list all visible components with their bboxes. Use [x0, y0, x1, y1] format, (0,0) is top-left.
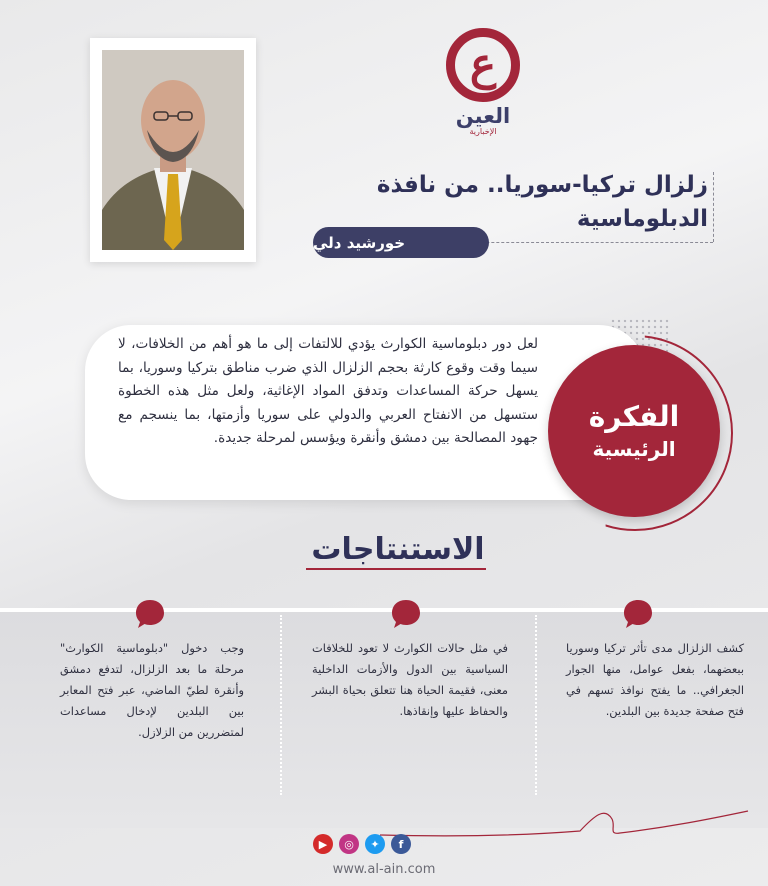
logo-ring — [446, 28, 520, 102]
speech-bubble-icon — [134, 598, 166, 630]
column-separator — [280, 615, 282, 795]
conclusions-underline — [306, 568, 486, 570]
article-title: زلزال تركيا-سوريا.. من نافذة الدبلوماسية — [376, 172, 708, 232]
main-idea-badge — [548, 345, 720, 517]
speech-bubble-icon — [390, 598, 422, 630]
decorative-scribble — [380, 805, 750, 845]
title-rule-vertical — [713, 172, 714, 242]
author-photo — [102, 50, 244, 250]
conclusion-item: كشف الزلزال مدى تأثر تركيا وسوريا ببعضهما، بفعل عوامل، منها الجوار الجغرافي.. ما يفتح نوافذ تسهم في فتح صفحة جديدة بين البلدين. — [566, 641, 744, 718]
logo-subtitle: الإخبارية — [469, 127, 497, 136]
facebook-icon[interactable]: f — [391, 834, 411, 854]
twitter-icon[interactable]: ✦ — [365, 834, 385, 854]
social-links — [313, 834, 411, 854]
website-link[interactable]: www.al-ain.com — [332, 862, 436, 877]
column-separator — [535, 615, 537, 795]
speech-bubble-icon — [622, 598, 654, 630]
author-name: خورشيد دلي — [313, 227, 489, 258]
logo-glyph: ع — [469, 39, 497, 90]
main-idea-text: لعل دور دبلوماسية الكوارث يؤدي للالتفات إلى ما هو أهم من الخلافات، لا سيما وقت وقوع كارثة بحجم الزلزال الذي ضرب مناطق بتركيا وسوريا، بما يسهل حركة المساعدات وتدفق المواد الإغاثية، ولعل مثل هذه الخطوة ستسهل من الانفتاح العربي والدولي على سوريا وأزمتها، بما ينسجم مع جهود المصالحة بين دمشق وأنقرة ويؤسس لمرحلة جديدة. — [118, 336, 538, 446]
instagram-icon[interactable]: ◎ — [339, 834, 359, 854]
conclusion-item: في مثل حالات الكوارث لا تعود للخلافات السياسية بين الدول والأزمات الداخلية معنى، فقيمة الحياة هنا تتعلق بحياة البشر والحفاظ عليها وإنقاذها. — [312, 641, 508, 718]
conclusion-item: وجب دخول "دبلوماسية الكوارث" مرحلة ما بعد الزلزال، لتدفع دمشق وأنقرة لطيّ الماضي، عبر فتح المعابر بين البلدين لإدخال مساعدات لمتضررين من الزلازل. — [60, 641, 244, 739]
brand-logo — [438, 28, 528, 136]
main-idea-label-line2: الرئيسية — [592, 437, 676, 461]
logo-name: العين — [455, 104, 511, 128]
main-idea-label-line1: الفكرة — [588, 400, 680, 433]
conclusions-title: الاستنتاجات — [311, 532, 485, 567]
youtube-icon[interactable]: ▶ — [313, 834, 333, 854]
